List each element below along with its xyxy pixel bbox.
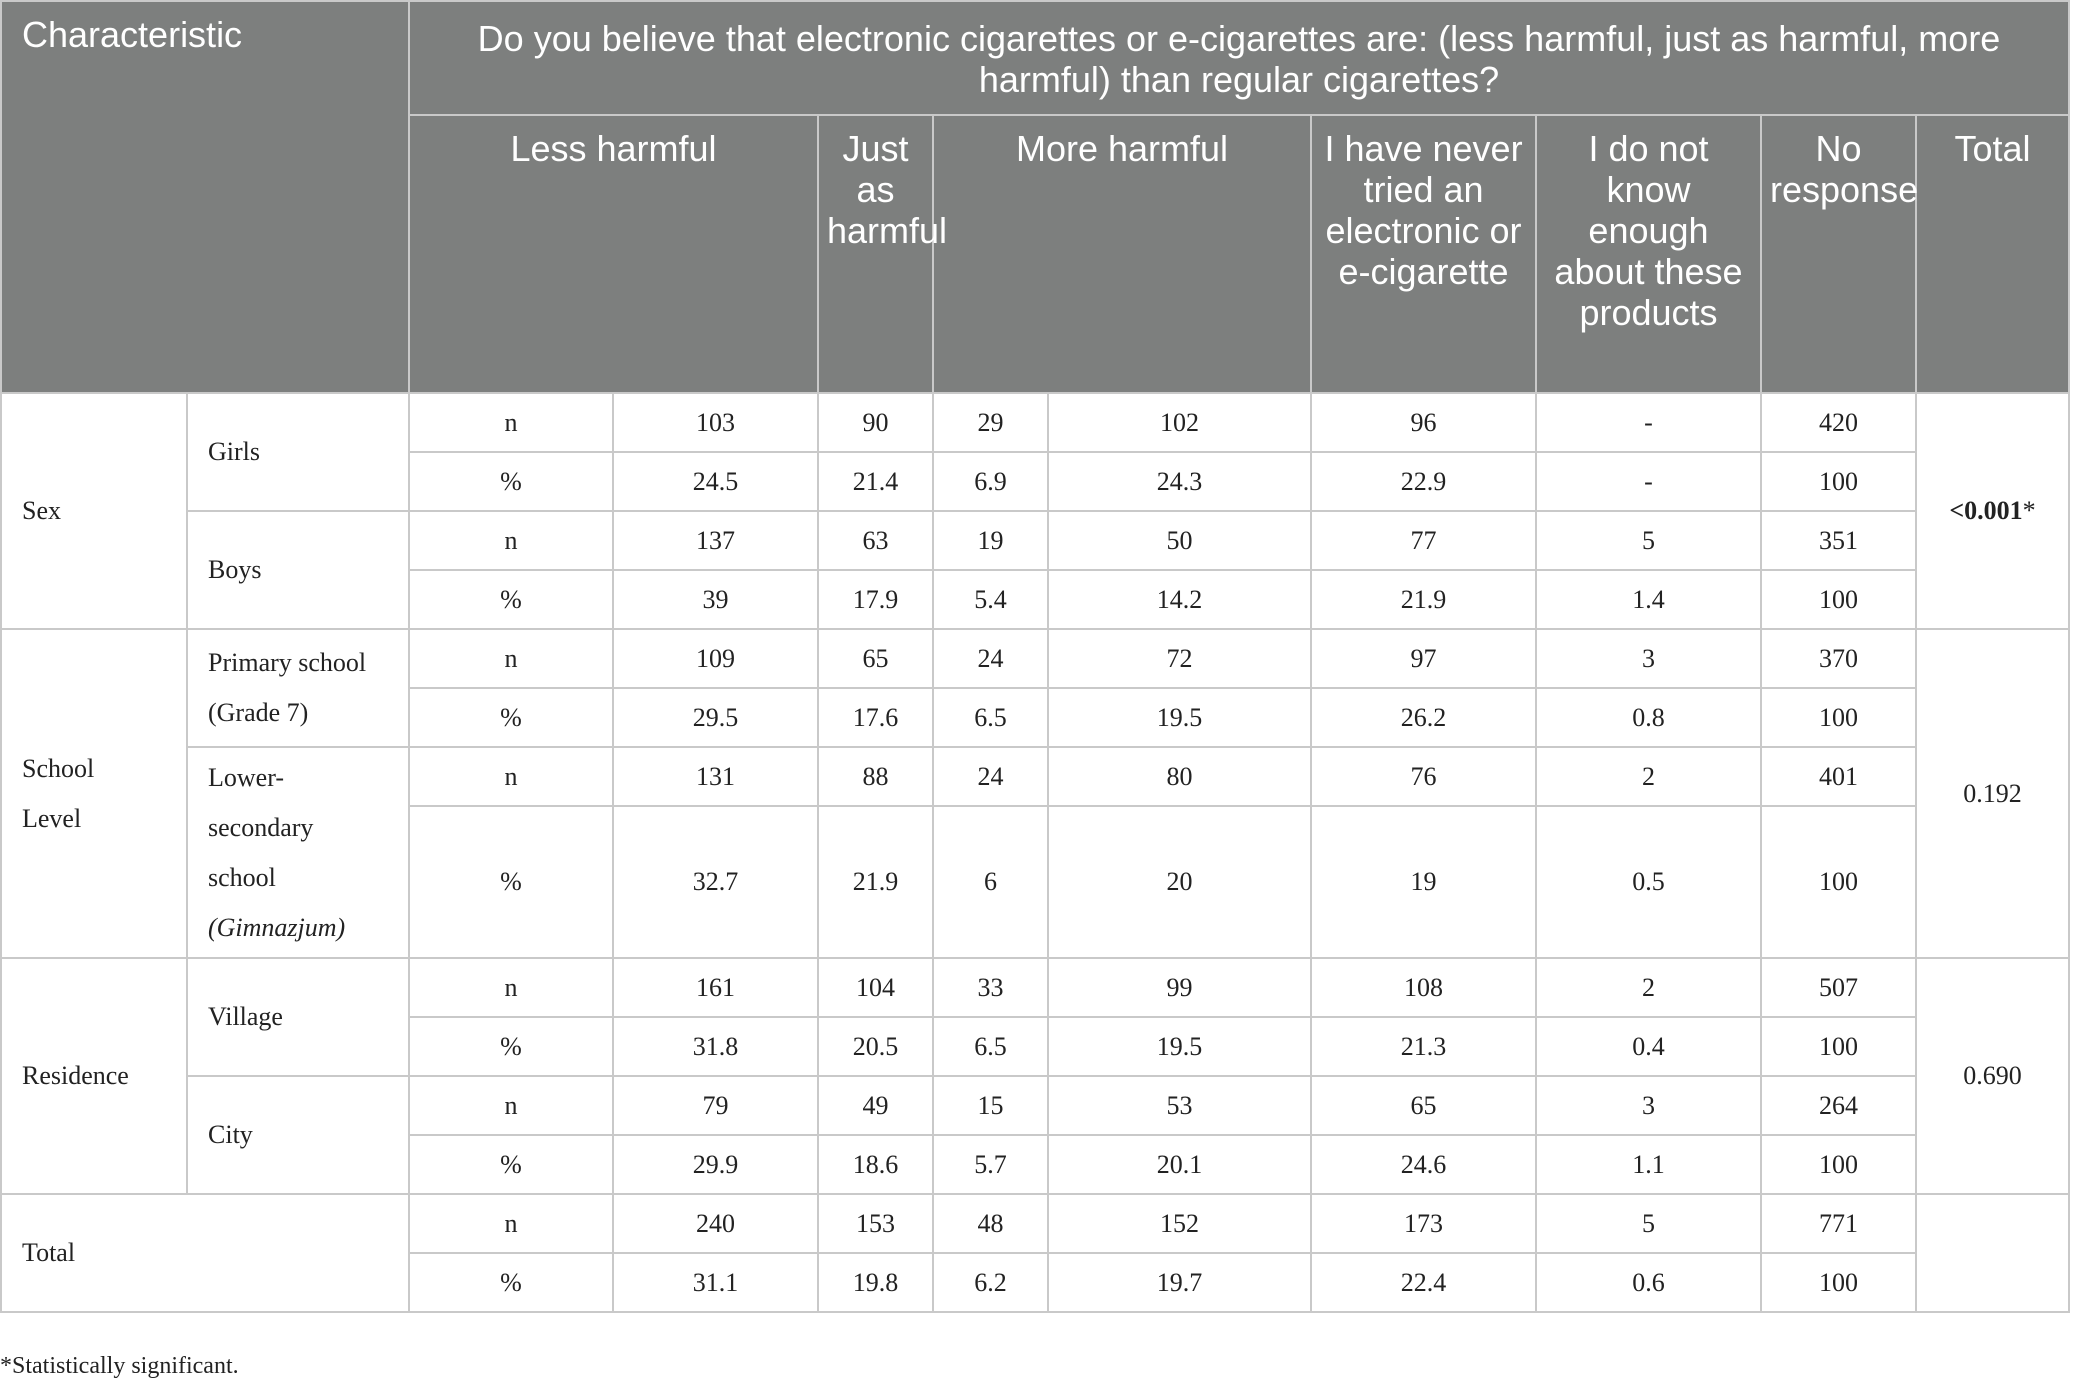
value-cell: 100: [1761, 570, 1916, 629]
value-cell: 19.8: [818, 1253, 933, 1312]
value-cell: 31.1: [613, 1253, 818, 1312]
value-cell: 50: [1048, 511, 1311, 570]
value-cell: 99: [1048, 958, 1311, 1017]
value-cell: 19: [933, 511, 1048, 570]
value-cell: 48: [933, 1194, 1048, 1253]
value-cell: 1.4: [1536, 570, 1761, 629]
value-cell: 21.3: [1311, 1017, 1536, 1076]
subgroup-label-line: (Gimnazjum): [208, 912, 346, 942]
value-cell: 20.5: [818, 1017, 933, 1076]
value-cell: 29: [933, 393, 1048, 452]
value-cell: 21.9: [1311, 570, 1536, 629]
value-cell: 19.7: [1048, 1253, 1311, 1312]
value-cell: 109: [613, 629, 818, 688]
value-cell: 5.7: [933, 1135, 1048, 1194]
subgroup-label-line: (Grade 7): [208, 698, 309, 727]
stat-cell: n: [409, 511, 613, 570]
group-label-line: Level: [22, 803, 82, 833]
value-cell: 29.9: [613, 1135, 818, 1194]
value-cell: 17.9: [818, 570, 933, 629]
value-cell: 77: [1311, 511, 1536, 570]
subgroup-label-lower-secondary: [187, 747, 409, 958]
p-value-total-empty: [1916, 1194, 2069, 1312]
value-cell: 20: [1048, 806, 1311, 958]
subgroup-label-city: City: [187, 1076, 409, 1194]
value-cell: 2: [1536, 958, 1761, 1017]
value-cell: 152: [1048, 1194, 1311, 1253]
p-value-sex: [1916, 393, 2069, 629]
value-cell: 401: [1761, 747, 1916, 806]
subgroup-label-girls: Girls: [187, 393, 409, 511]
value-cell: 21.9: [818, 806, 933, 958]
value-cell: -: [1536, 452, 1761, 511]
value-cell: 351: [1761, 511, 1916, 570]
value-cell: 14.2: [1048, 570, 1311, 629]
stat-cell: %: [409, 452, 613, 511]
p-value-text: <0.001: [1949, 496, 2023, 525]
value-cell: 3: [1536, 1076, 1761, 1135]
value-cell: 15: [933, 1076, 1048, 1135]
value-cell: 97: [1311, 629, 1536, 688]
value-cell: 29.5: [613, 688, 818, 747]
value-cell: 2: [1536, 747, 1761, 806]
value-cell: 18.6: [818, 1135, 933, 1194]
stat-cell: %: [409, 806, 613, 958]
stat-cell: n: [409, 629, 613, 688]
value-cell: 5.4: [933, 570, 1048, 629]
value-cell: 90: [818, 393, 933, 452]
value-cell: 32.7: [613, 806, 818, 958]
table-row: [1, 1194, 2069, 1253]
value-cell: 6.9: [933, 452, 1048, 511]
value-cell: 153: [818, 1194, 933, 1253]
value-cell: 96: [1311, 393, 1536, 452]
value-cell: 21.4: [818, 452, 933, 511]
value-cell: 33: [933, 958, 1048, 1017]
table-row: [1, 511, 2069, 570]
value-cell: 100: [1761, 452, 1916, 511]
subgroup-label-boys: Boys: [187, 511, 409, 629]
stat-cell: %: [409, 688, 613, 747]
stat-cell: n: [409, 1194, 613, 1253]
stat-cell: n: [409, 1076, 613, 1135]
value-cell: 0.4: [1536, 1017, 1761, 1076]
value-cell: 0.6: [1536, 1253, 1761, 1312]
value-cell: 5: [1536, 511, 1761, 570]
group-label-school-level: [1, 629, 187, 958]
value-cell: 100: [1761, 1135, 1916, 1194]
stat-cell: %: [409, 1017, 613, 1076]
group-label-sex: Sex: [1, 393, 187, 629]
stat-cell: n: [409, 958, 613, 1017]
value-cell: 131: [613, 747, 818, 806]
value-cell: 24.5: [613, 452, 818, 511]
stat-cell: n: [409, 747, 613, 806]
col-total: Total: [1916, 115, 2069, 393]
value-cell: 49: [818, 1076, 933, 1135]
value-cell: 102: [1048, 393, 1311, 452]
value-cell: 240: [613, 1194, 818, 1253]
table-footnote: *Statistically significant.: [0, 1353, 239, 1379]
value-cell: 19.5: [1048, 1017, 1311, 1076]
significance-mark: *: [2022, 496, 2036, 525]
group-label-residence: Residence: [1, 958, 187, 1194]
value-cell: 100: [1761, 1017, 1916, 1076]
value-cell: 507: [1761, 958, 1916, 1017]
value-cell: 161: [613, 958, 818, 1017]
value-cell: 0.8: [1536, 688, 1761, 747]
value-cell: 6: [933, 806, 1048, 958]
value-cell: 0.5: [1536, 806, 1761, 958]
value-cell: 26.2: [1311, 688, 1536, 747]
subgroup-label-line: secondary: [208, 812, 314, 842]
value-cell: 1.1: [1536, 1135, 1761, 1194]
subgroup-label-line: school: [208, 862, 276, 892]
value-cell: 80: [1048, 747, 1311, 806]
value-cell: 6.5: [933, 1017, 1048, 1076]
p-value-school-level: 0.192: [1916, 629, 2069, 958]
stat-cell: %: [409, 570, 613, 629]
col-just-as-harmful: Just as harmful: [818, 115, 933, 393]
value-cell: 53: [1048, 1076, 1311, 1135]
table-row: [1, 629, 2069, 688]
value-cell: 137: [613, 511, 818, 570]
group-label-line: School: [22, 753, 95, 783]
subgroup-label-line: Lower-: [208, 762, 284, 792]
value-cell: -: [1536, 393, 1761, 452]
value-cell: 420: [1761, 393, 1916, 452]
value-cell: 24: [933, 747, 1048, 806]
col-do-not-know: I do not know enough about these products: [1536, 115, 1761, 393]
value-cell: 370: [1761, 629, 1916, 688]
value-cell: 19: [1311, 806, 1536, 958]
value-cell: 39: [613, 570, 818, 629]
header-row-2: Less harmful Just as harmful More harmful I have never tried an electronic or e-cigarette I do not know enough about these products No response Total p: [1, 115, 2069, 393]
characteristic-header: Characteristic: [1, 1, 409, 393]
value-cell: 6.5: [933, 688, 1048, 747]
value-cell: 5: [1536, 1194, 1761, 1253]
table-row: [1, 393, 2069, 452]
value-cell: 771: [1761, 1194, 1916, 1253]
value-cell: 65: [818, 629, 933, 688]
value-cell: 63: [818, 511, 933, 570]
value-cell: 173: [1311, 1194, 1536, 1253]
subgroup-label-village: Village: [187, 958, 409, 1076]
value-cell: 24.6: [1311, 1135, 1536, 1194]
value-cell: 6.2: [933, 1253, 1048, 1312]
value-cell: 31.8: [613, 1017, 818, 1076]
col-never-tried: I have never tried an electronic or e-cigarette: [1311, 115, 1536, 393]
value-cell: 19.5: [1048, 688, 1311, 747]
stat-cell: %: [409, 1135, 613, 1194]
table-row: [1, 747, 2069, 806]
col-no-response: No response: [1761, 115, 1916, 393]
value-cell: 22.9: [1311, 452, 1536, 511]
question-header: Do you believe that electronic cigarettes or e-cigarettes are: (less harmful, just as harmful, more harmful) than regular cigarettes?: [409, 1, 2069, 115]
value-cell: 24: [933, 629, 1048, 688]
value-cell: 72: [1048, 629, 1311, 688]
value-cell: 79: [613, 1076, 818, 1135]
value-cell: 3: [1536, 629, 1761, 688]
group-label-total: Total: [1, 1194, 409, 1312]
value-cell: 24.3: [1048, 452, 1311, 511]
value-cell: 108: [1311, 958, 1536, 1017]
col-less-harmful: Less harmful: [409, 115, 818, 393]
value-cell: 100: [1761, 688, 1916, 747]
subgroup-label-line: Primary school: [208, 648, 367, 677]
subgroup-label-primary-school: [187, 629, 409, 747]
value-cell: 65: [1311, 1076, 1536, 1135]
value-cell: 103: [613, 393, 818, 452]
value-cell: 22.4: [1311, 1253, 1536, 1312]
value-cell: 17.6: [818, 688, 933, 747]
value-cell: 264: [1761, 1076, 1916, 1135]
stat-cell: n: [409, 393, 613, 452]
p-value-residence: 0.690: [1916, 958, 2069, 1194]
value-cell: 100: [1761, 806, 1916, 958]
value-cell: 100: [1761, 1253, 1916, 1312]
table-row: [1, 958, 2069, 1017]
table-row: [1, 1076, 2069, 1135]
value-cell: 20.1: [1048, 1135, 1311, 1194]
value-cell: 76: [1311, 747, 1536, 806]
col-more-harmful: More harmful: [933, 115, 1311, 393]
value-cell: 88: [818, 747, 933, 806]
stat-cell: %: [409, 1253, 613, 1312]
value-cell: 104: [818, 958, 933, 1017]
header-row-1: [1, 1, 2069, 115]
